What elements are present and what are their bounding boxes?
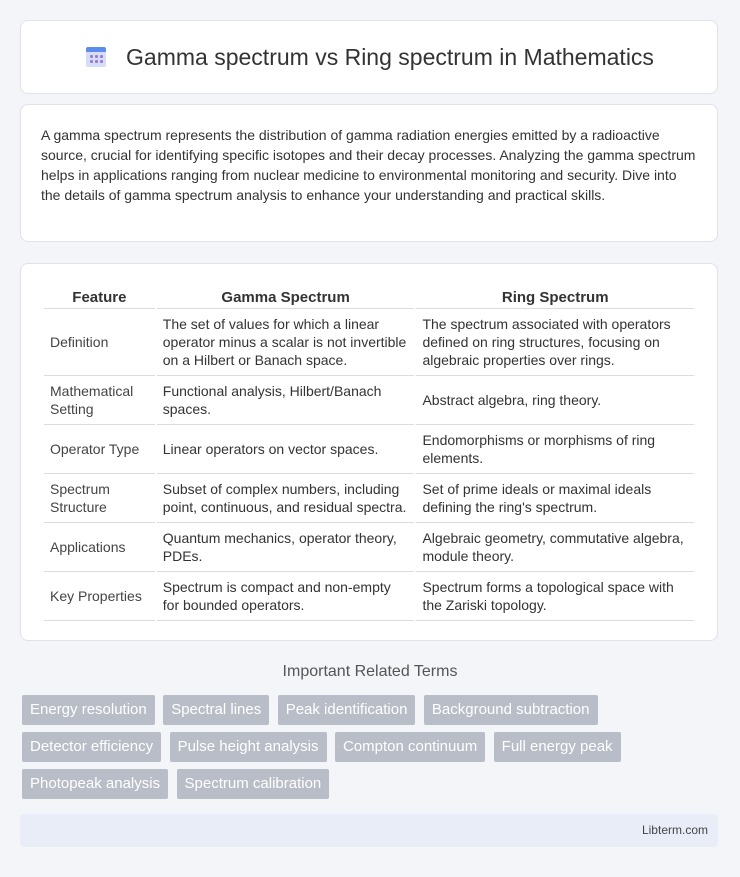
table-header-row bbox=[44, 286, 694, 309]
ring-cell: The spectrum associated with operators defined on ring structures, focusing on algebraic properties over rings. bbox=[416, 309, 694, 376]
table-row bbox=[44, 572, 694, 621]
calculator-icon bbox=[84, 45, 108, 69]
feature-cell: Mathematical Setting bbox=[44, 376, 155, 425]
gamma-cell: Linear operators on vector spaces. bbox=[157, 425, 415, 474]
related-term-tag[interactable]: Spectrum calibration bbox=[177, 769, 330, 799]
header-ring-spectrum: Ring Spectrum bbox=[416, 286, 694, 309]
ring-cell: Abstract algebra, ring theory. bbox=[416, 376, 694, 425]
gamma-cell: The set of values for which a linear operator minus a scalar is not invertible on a Hilbert or Banach space. bbox=[157, 309, 415, 376]
feature-cell: Key Properties bbox=[44, 572, 155, 621]
table-row bbox=[44, 523, 694, 572]
table-row bbox=[44, 309, 694, 376]
feature-cell: Applications bbox=[44, 523, 155, 572]
comparison-table-card bbox=[20, 263, 718, 641]
header-feature: Feature bbox=[44, 286, 155, 309]
feature-cell: Operator Type bbox=[44, 425, 155, 474]
related-terms-list bbox=[22, 695, 722, 806]
related-term-tag[interactable]: Full energy peak bbox=[494, 732, 621, 762]
ring-cell: Spectrum forms a topological space with the Zariski topology. bbox=[416, 572, 694, 621]
related-term-tag[interactable]: Photopeak analysis bbox=[22, 769, 168, 799]
table-row bbox=[44, 425, 694, 474]
table-row bbox=[44, 474, 694, 523]
related-term-tag[interactable]: Energy resolution bbox=[22, 695, 155, 725]
related-term-tag[interactable]: Background subtraction bbox=[424, 695, 598, 725]
related-term-tag[interactable]: Compton continuum bbox=[335, 732, 485, 762]
ring-cell: Set of prime ideals or maximal ideals defining the ring's spectrum. bbox=[416, 474, 694, 523]
related-term-tag[interactable]: Pulse height analysis bbox=[170, 732, 327, 762]
feature-cell: Spectrum Structure bbox=[44, 474, 155, 523]
comparison-table bbox=[42, 286, 696, 621]
header-card bbox=[20, 20, 718, 94]
header-gamma-spectrum: Gamma Spectrum bbox=[157, 286, 415, 309]
feature-cell: Definition bbox=[44, 309, 155, 376]
gamma-cell: Quantum mechanics, operator theory, PDEs. bbox=[157, 523, 415, 572]
gamma-cell: Functional analysis, Hilbert/Banach spaces. bbox=[157, 376, 415, 425]
related-term-tag[interactable]: Spectral lines bbox=[163, 695, 269, 725]
gamma-cell: Subset of complex numbers, including point, continuous, and residual spectra. bbox=[157, 474, 415, 523]
ring-cell: Algebraic geometry, commutative algebra, module theory. bbox=[416, 523, 694, 572]
intro-card bbox=[20, 104, 718, 242]
related-term-tag[interactable]: Detector efficiency bbox=[22, 732, 161, 762]
intro-text: A gamma spectrum represents the distribution of gamma radiation energies emitted by a radioactive source, crucial for identifying specific isotopes and their decay processes. Analyzing the gamma spectrum helps in applications ranging from nuclear medicine to environmental monitoring and security. Dive into the details of gamma spectrum analysis to enhance your understanding and practical skills. bbox=[41, 127, 696, 203]
page-title: Gamma spectrum vs Ring spectrum in Mathematics bbox=[126, 43, 654, 70]
table-row bbox=[44, 376, 694, 425]
gamma-cell: Spectrum is compact and non-empty for bounded operators. bbox=[157, 572, 415, 621]
footer-site-link[interactable]: Libterm.com bbox=[641, 823, 708, 837]
ring-cell: Endomorphisms or morphisms of ring elements. bbox=[416, 425, 694, 474]
related-terms-title: Important Related Terms bbox=[282, 663, 458, 680]
footer bbox=[20, 814, 718, 847]
related-term-tag[interactable]: Peak identification bbox=[278, 695, 416, 725]
